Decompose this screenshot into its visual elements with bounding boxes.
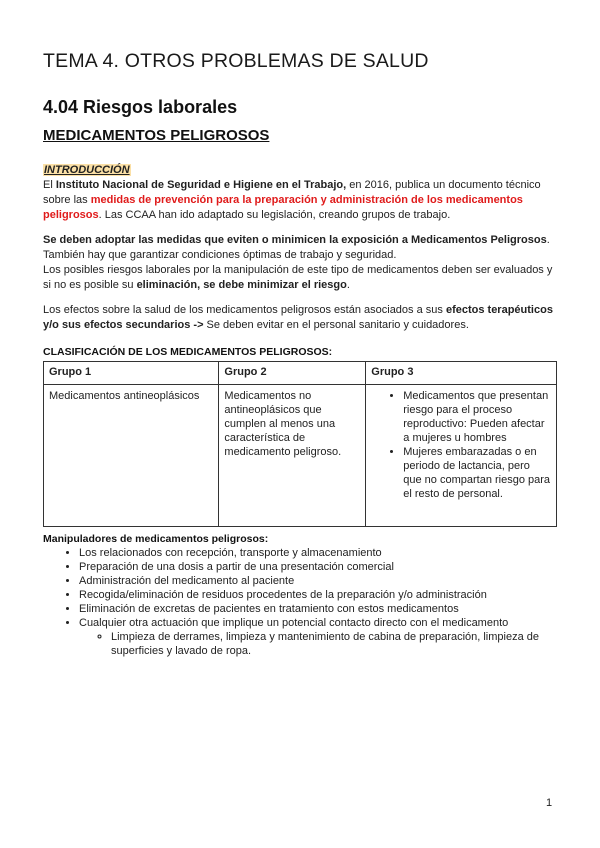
measures-paragraph bbox=[43, 233, 563, 293]
intro-text: en 2016, publica un documento técnico sobre las bbox=[43, 179, 541, 206]
measures-text: También hay que garantizar condiciones óptimas de trabajo y seguridad. bbox=[43, 249, 397, 261]
sub-list-item: ◦ Limpieza de derrames, limpieza y mantenimiento de cabina de preparación, limpieza de superficies y lavado de ropa. bbox=[111, 630, 559, 658]
list-item: • Recogida/eliminación de residuos procedentes de la preparación y/o administración bbox=[79, 588, 559, 602]
effects-text: Los efectos sobre la salud de los medicamentos peligrosos están asociados a sus bbox=[43, 304, 446, 316]
classification-title: CLASIFICACIÓN DE LOS MEDICAMENTOS PELIGROSOS: bbox=[43, 346, 333, 358]
list-item: • Administración del medicamento al paciente bbox=[79, 574, 559, 588]
list-item: • Mujeres embarazadas o en periodo de lactancia, pero que no compartan riesgo para el resto de personal. bbox=[403, 445, 551, 501]
measures-text: . bbox=[346, 279, 350, 291]
intro-highlight: medidas de prevención para la preparación y administración de los medicamentos peligrosos bbox=[43, 194, 523, 221]
measures-bold: eliminación, se debe minimizar el riesgo bbox=[136, 279, 347, 291]
table-cell-group3 bbox=[366, 385, 557, 527]
classification-table bbox=[43, 361, 557, 527]
tema-title: TEMA 4. OTROS PROBLEMAS DE SALUD bbox=[43, 50, 429, 72]
table-row bbox=[44, 385, 557, 527]
table-header-row bbox=[44, 362, 557, 385]
effects-bold: efectos terapéuticos y/o sus efectos secundarios bbox=[43, 304, 553, 331]
table-cell-group1: Medicamentos antineoplásicos bbox=[44, 385, 219, 527]
intro-bold: Instituto Nacional de Seguridad e Higiene en el Trabajo, bbox=[55, 179, 347, 191]
handlers-title: Manipuladores de medicamentos peligrosos: bbox=[43, 533, 269, 545]
measures-text: . bbox=[546, 234, 550, 246]
intro-paragraph bbox=[43, 163, 563, 223]
effects-paragraph bbox=[43, 303, 563, 333]
table-header: Grupo 1 bbox=[44, 362, 219, 385]
table-cell-group2: Medicamentos no antineoplásicos que cumplen al menos una característica de medicamento peligroso. bbox=[219, 385, 366, 527]
arrow-text: -> bbox=[190, 319, 207, 331]
handlers-list bbox=[43, 546, 559, 658]
list-item: • Los relacionados con recepción, transporte y almacenamiento bbox=[79, 546, 559, 560]
list-item: • Medicamentos que presentan riesgo para el proceso reproductivo: Pueden afectar a mujeres u hombres bbox=[403, 389, 551, 445]
intro-text: . Las CCAA han ido adaptado su legislación, creando grupos de trabajo. bbox=[98, 209, 451, 221]
intro-text: El bbox=[43, 179, 56, 191]
table-header: Grupo 2 bbox=[219, 362, 366, 385]
section-heading: 4.04 Riesgos laborales bbox=[43, 97, 238, 117]
page-number: 1 bbox=[546, 797, 553, 809]
measures-text: Los posibles riesgos laborales por la manipulación de este tipo de medicamentos deben ser evaluados y si no es posible su bbox=[43, 264, 553, 291]
subsection-heading: MEDICAMENTOS PELIGROSOS bbox=[43, 127, 270, 144]
effects-text: Se deben evitar en el personal sanitario y cuidadores. bbox=[206, 319, 469, 331]
handlers-sublist bbox=[79, 630, 559, 658]
list-item: • Preparación de una dosis a partir de una presentación comercial bbox=[79, 560, 559, 574]
list-item-text: Cualquier otra actuación que implique un potencial contacto directo con el medicamento bbox=[79, 617, 509, 629]
measures-bold: Se deben adoptar las medidas que eviten o minimicen la exposición a Medicamentos Peligrosos bbox=[43, 234, 547, 246]
table-header: Grupo 3 bbox=[366, 362, 557, 385]
list-item: • Eliminación de excretas de pacientes en tratamiento con estos medicamentos bbox=[79, 602, 559, 616]
intro-label: INTRODUCCIÓN bbox=[44, 164, 130, 176]
list-item bbox=[79, 616, 559, 658]
